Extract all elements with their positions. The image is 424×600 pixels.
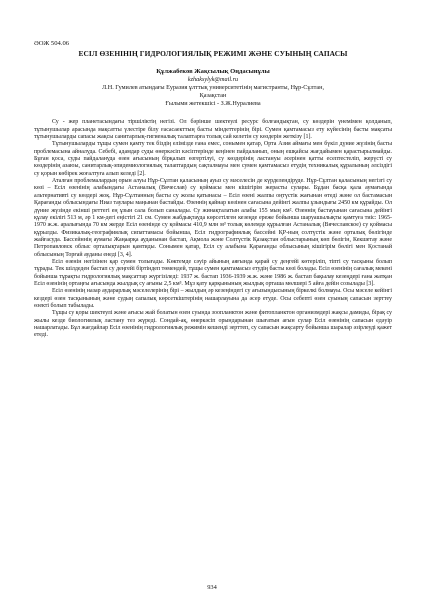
- paragraph-3: Аталған проблемалардың орын алуы Нұр-Сұлтан қаласының ауыз су мәселесін де күрделендіруде. Нұр-Сұлтан қаласының негізгі су көзі – Есіл өзенінің алабындағы Астаналық (Вячеслав) су қоймасы мен кішігірім жерасты сулары. Бұдан басқа қала аумағында альтернативті су көздері жоқ. Нұр-Сұлтанның басты су жолы қатынасы – Есіл өзені жалпы оңтүстік жағынан өтеді және ол бастамасын Қарағанды облысындағы Ниаз таулары маңынан бастайды. Өзеннің қайнар көзінен сағасына дейінгі жалпы ұзындығы 2450 км құрайды. Ол дүние жүзінде екінші реттегі ең ұзын сала болып саналады. Су жинақталатын алабы 155 мың км². Өзеннің бастауынан сағасына дейінгі құлау екілігі 513 м, әр 1 км-дегі еңістігі 21 см. Сумен жабдықтауда көрсетілген кезеңде ереже бойынша шаруашылықты қамтуға тиіс: 1965-1970 ж.ж. аралығында 70 км жерде Есіл өзенінде су қоймасы 410,9 млн м³ толық көлемде құрылған Астаналық (Вячеславское) су қоймасы құрылды. Физикалық-географиялық сипаттамасы бойынша, Есіл гидрографиялық бассейні ҚР-ның солтүстік және орталық бөлігінде жайғасуда. Бассейннің аумағы Жаңаарқа ауданынан бастап, Ақмола және Солтүстік Қазақстан облыстарының көп бөлігін, Кекшетау және Петропавловск облыс орталықтарын қамтиды. Сонымен қатар, Есіл су алабына Қарағанды облысының кішігірім бөлігі мен Қостанай облысының Торғай ауданы енеді [3, 4].: [34, 178, 392, 258]
- affiliation-line-1: Л.Н. Гумилев атындағы Еуразия ұлттық университетінің магистранты, Нұр-Сұлтан,: [101, 84, 324, 91]
- author-email: kzhaksylyk@mail.ru: [187, 76, 239, 83]
- paragraph-1: Су - жер планетасындағы тіршіліктің негізі. Ол бәрінше шектеулі ресурс болғандықтан, су көздерін үнемімен қолданып, тұтынушылар арасында мақсатты үлестіре білу ғасасаекттың басты міндеттерінің бірі. Сумен қамтамасыз ету күйесінің басты мақсаты тұтынушыларды сапасы жақсы санитарлық-гигиеналық талаптарға толық сай келетін су көздерін жеткізу [1].: [34, 119, 392, 141]
- article-body: [34, 119, 392, 339]
- page-number: 934: [207, 584, 217, 591]
- paper-title: ЕСІЛ ӨЗЕНІНІҢ ГИДРОЛОГИЯЛЫҚ РЕЖИМІ ЖӘНЕ СУЫНЫҢ САПАСЫ: [78, 49, 348, 58]
- supervisor-line: Ғылыми жетекшісі - З.Ж.Нуралиева: [165, 99, 261, 107]
- paragraph-2: Тұтынушыларды тұщы сумен қамту тек біздің елімізде ғана емес, сонымен қатар, Орта Азия аймағы мен бүкіл дүние жүзінің басты проблемасына айналуда. Себебі, адамдар суды өнеркәсіп кәсіптерінде кеңінен пайдаланып, оның ешқайсы жағдайымен қарастырылмайды. Бұған қоса, суды пайдалануда өзен ағысының бірқалып өзгертілуі, су көздерінің ластануы әсерінен қатты есептестеліп, жерүсті су көздерінің азаюы, санитарлық-эпидемиологиялық талаптардың сақталмауы мен сумен қамтамасыз етудің техникалық құралының әлсіздігі су қорын көбірек жоғалтуға алып келеді [2].: [34, 141, 392, 177]
- author-name: Құлжабеков Жақсылық Оңдасынұлы: [156, 68, 270, 75]
- paragraph-4: Есіл өзенін негізінен қар сумен толығады. Көктемде сәуір айының аяғында қарай су деңгейі көтеріліп, тіпті су тасқыны болып тұрады. Тек шілдеден бастап су деңгейі біртіндеп төмендей, тұщы сумен қамтамасыз етудің басты көзі болады. Есіл өзенінің сағалық мекені бойынша тұрақты гидрологиялық мақсаттар жүргізіледі: 1937 ж. бастап 1936-1939 ж.ж. және 1986 ж. бастап бақылау кезеңдері ғана жатқан Есіл өзенінің ортаңғы ағысында жылдық су ағыны 2,5 км³. Мұз қату қарқынының жылдық орташа мөлшері 5 айға дейін созылады [3].: [34, 258, 392, 287]
- paragraph-5: Есіл өзенінің назар аударарлық мәселелерінің бірі – жылдың әр кезеңіндегі су ағызындысының біркелкі болмауы. Осы мәселе кейінгі кездері өзен тасқынының және судың сапалық көрсеткіштерінің нашарлауына да әсер етуде. Осы себепті өзен суының сапасын зерттеу өзекті болып табылады.: [34, 288, 392, 309]
- paragraph-6: Тұщы су қоры шектеулі және ағысы жай болатын өзен суында зоопланктон және фитопланктон организмдері жақсы дамиды, бірақ су жылы кезде биологиялық ластану тез жүреді. Сондай-ақ, өнеркәсіп орындарынан шығатын ағын сулар Есіл өзенінің сапасын едәуір нашарлатады. Бұл жағдайлар Есіл өзенінің гидрологиялық режимін кешенді зерттеп, су сапасын жақсарту бойынша шаралар әзірлеуді қажет етеді.: [34, 310, 392, 339]
- udc-code: ӘОЖ 504.06: [34, 40, 70, 47]
- affiliation-line-2: Қазақстан: [199, 91, 227, 99]
